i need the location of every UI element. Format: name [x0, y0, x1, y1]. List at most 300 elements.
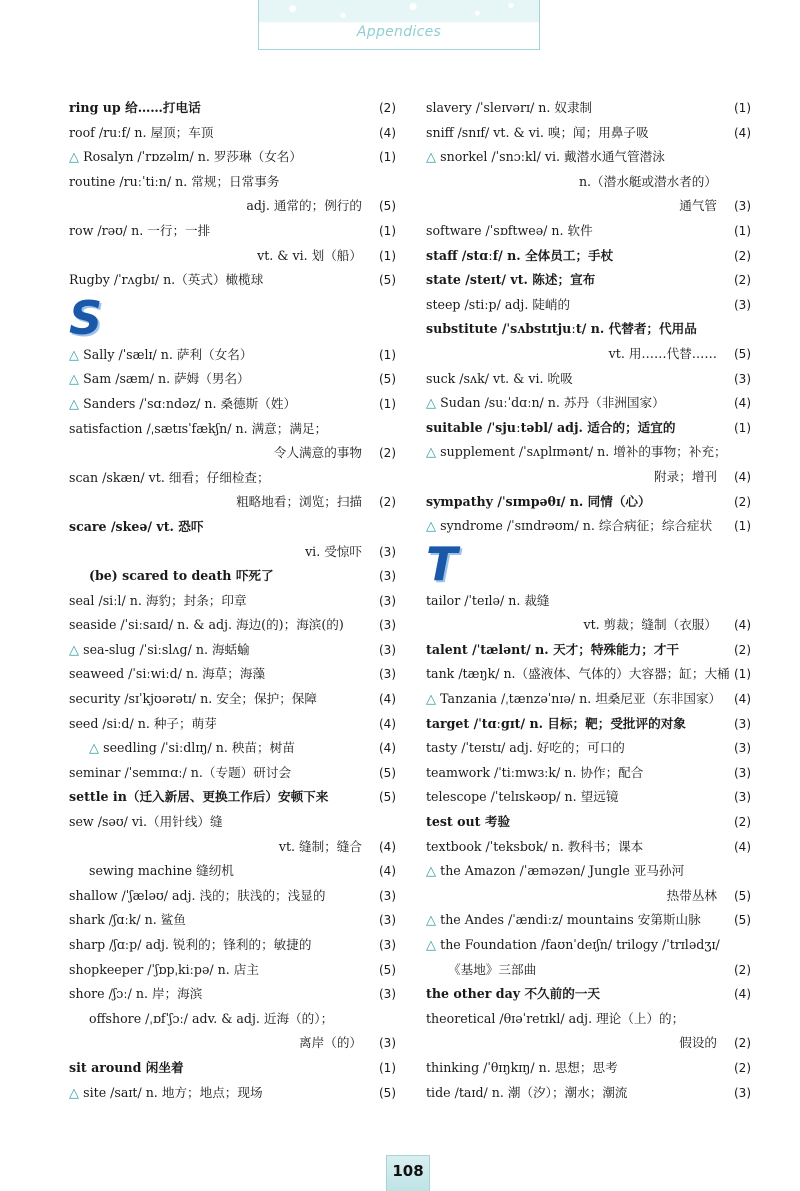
- entry-label: the Foundation /faʊnˈdeɪʃn/ trilogy /ˈtrɪlədʒɪ/: [440, 937, 720, 952]
- entry-label: state /steɪt/ vt. 陈述；宣布: [426, 272, 596, 288]
- glossary-entry: [69, 638, 396, 663]
- entry-label: seaside /ˈsiːsaɪd/ n. & adj. 海边(的)；海滨(的): [69, 617, 344, 633]
- entry-text: [426, 317, 697, 342]
- entry-label: sympathy /ˈsɪmpəθɪ/ n. 同情（心）: [426, 493, 651, 509]
- glossary-entry: [426, 170, 751, 195]
- unit-number: (4): [379, 125, 396, 140]
- entry-text: [246, 194, 362, 219]
- entry-text: [69, 1081, 263, 1107]
- unit-number: (5): [379, 273, 396, 288]
- entry-text: [426, 96, 592, 121]
- unit-number: (1): [379, 396, 396, 411]
- unit-number: (3): [379, 888, 396, 903]
- entry-text: [426, 1007, 684, 1032]
- entry-text: [69, 417, 327, 442]
- unit-number: (2): [734, 1060, 751, 1075]
- glossary-entry: [426, 933, 751, 958]
- glossary-entry: [69, 785, 396, 810]
- entry-label: 附录；增刊: [654, 468, 717, 484]
- unit-number: (3): [734, 741, 751, 756]
- unit-number: (5): [379, 1085, 396, 1100]
- unit-number: (5): [379, 790, 396, 805]
- glossary-entry: [426, 391, 751, 416]
- entry-text: [583, 613, 717, 638]
- unit-number: (1): [379, 223, 396, 238]
- entry-label: seaweed /ˈsiːwiːd/ n. 海草；海藻: [69, 666, 266, 682]
- entry-label: sharp /ʃɑːp/ adj. 锐利的；锋利的；敏捷的: [69, 937, 312, 952]
- glossary-entry: [69, 687, 396, 712]
- entry-label: tasty /ˈteɪstɪ/ adj. 好吃的；可口的: [426, 740, 625, 756]
- glossary-entry: [69, 121, 396, 146]
- entry-label: Sam /sæm/ n. 萨姆（男名）: [83, 371, 250, 387]
- entry-label: teamwork /ˈtiːmwɜːk/ n. 协作；配合: [426, 764, 644, 780]
- entry-label: 假设的: [679, 1035, 717, 1051]
- glossary-entry: [426, 1081, 751, 1106]
- section-letter: S: [69, 290, 103, 345]
- entry-text: [426, 859, 684, 885]
- unit-number: (2): [734, 962, 751, 977]
- entry-text: [69, 982, 202, 1007]
- glossary-entry: [426, 145, 751, 170]
- entry-label: vt. 缝制；缝合: [278, 838, 362, 854]
- unit-number: (4): [379, 692, 396, 707]
- glossary-entry: [69, 417, 396, 442]
- unit-number: (3): [379, 618, 396, 633]
- glossary-entry: [426, 835, 751, 860]
- entry-text: [69, 170, 279, 195]
- glossary-entry: [426, 589, 751, 614]
- glossary-entry: [69, 392, 396, 417]
- entry-text: [69, 121, 213, 146]
- entry-text: [426, 687, 721, 713]
- entry-text: [426, 121, 649, 146]
- entry-label: syndrome /ˈsɪndrəʊm/ n. 综合病征；综合症状: [440, 518, 713, 534]
- unit-number: (2): [379, 446, 396, 461]
- unit-number: (2): [734, 273, 751, 288]
- unit-number: (4): [734, 987, 751, 1002]
- entry-label: (be) scared to death 吓死了: [89, 568, 274, 584]
- entry-label: substitute /ˈsʌbstɪtjuːt/ n. 代替者；代用品: [426, 321, 697, 337]
- entry-text: [69, 810, 223, 835]
- entry-label: satisfaction /ˌsætɪsˈfækʃn/ n. 满意；满足；: [69, 420, 328, 436]
- entry-text: [426, 268, 595, 293]
- glossary-entry: [69, 515, 396, 540]
- entry-text: [69, 859, 234, 884]
- unit-number: (1): [734, 519, 751, 534]
- entry-text: [69, 908, 186, 933]
- entry-text: [426, 145, 665, 171]
- entry-text: [426, 638, 679, 663]
- triangle-icon: △: [426, 864, 441, 880]
- page-number: 108: [386, 1155, 430, 1191]
- unit-number: (5): [379, 765, 396, 780]
- glossary-entry: [426, 244, 751, 269]
- entry-text: [69, 1007, 333, 1032]
- entry-label: vt. & vi. 划（船）: [257, 247, 362, 263]
- entry-label: telescope /ˈtelɪskəʊp/ n. 望远镜: [426, 789, 619, 805]
- entry-text: [69, 638, 250, 664]
- triangle-icon: △: [426, 150, 441, 166]
- entry-label: software /ˈsɒftweə/ n. 软件: [426, 222, 593, 238]
- entry-text: [667, 884, 717, 909]
- entry-label: staff /stɑːf/ n. 全体员工；手杖: [426, 247, 614, 263]
- entry-text: [274, 441, 362, 466]
- glossary-entry: [426, 342, 751, 367]
- glossary-entry: [426, 638, 751, 663]
- unit-number: (1): [734, 101, 751, 115]
- unit-number: (3): [734, 199, 751, 214]
- glossary-entry: [426, 884, 751, 909]
- unit-number: (2): [734, 494, 751, 509]
- glossary-entry: [69, 441, 396, 466]
- entry-label: talent /ˈtælənt/ n. 天才；特殊能力；才干: [426, 641, 680, 657]
- entry-label: adj. 通常的；例行的: [246, 198, 362, 214]
- glossary-entry: [69, 958, 396, 983]
- section-title: Appendices: [356, 24, 442, 40]
- left-column: [69, 96, 396, 1105]
- entry-text: [426, 761, 643, 786]
- entry-text: [579, 170, 717, 195]
- entry-text: [69, 785, 328, 810]
- glossary-entry: [426, 810, 751, 835]
- section-header-tab: [258, 0, 540, 50]
- unit-number: (3): [734, 716, 751, 731]
- glossary-entry: [69, 564, 396, 589]
- entry-label: 离岸（的）: [299, 1035, 362, 1051]
- entry-text: [679, 1031, 717, 1056]
- entry-label: shopkeeper /ˈʃɒpˌkiːpə/ n. 店主: [69, 961, 259, 977]
- entry-label: tank /tæŋk/ n.（盛液体、气体的）大容器；缸；大桶: [426, 666, 730, 682]
- entry-text: [69, 933, 311, 958]
- unit-number: (3): [379, 987, 396, 1002]
- entry-text: [69, 736, 295, 762]
- entry-label: target /ˈtɑːgɪt/ n. 目标；靶；受批评的对象: [426, 715, 686, 731]
- unit-number: (3): [379, 593, 396, 608]
- entry-text: [279, 835, 362, 860]
- entry-label: 热带丛林: [666, 887, 717, 903]
- entry-label: ring up 给……打电话: [69, 100, 201, 115]
- entry-label: test out 考验: [426, 814, 511, 830]
- entry-text: [69, 367, 250, 393]
- entry-label: the other day 不久前的一天: [426, 986, 601, 1002]
- unit-number: (4): [734, 618, 751, 633]
- unit-number: (2): [734, 248, 751, 263]
- unit-number: (1): [379, 347, 396, 362]
- unit-number: (4): [379, 839, 396, 854]
- glossary-entry: [69, 343, 396, 368]
- triangle-icon: △: [69, 396, 84, 412]
- glossary-entry: [426, 761, 751, 786]
- glossary-entry: [426, 367, 751, 392]
- triangle-icon: △: [69, 150, 84, 166]
- glossary-entry: [426, 293, 751, 318]
- triangle-icon: △: [426, 445, 441, 461]
- entry-text: [69, 761, 291, 786]
- entry-label: slavery /ˈsleɪvərɪ/ n. 奴隶制: [426, 100, 593, 115]
- entry-text: [426, 736, 625, 761]
- entry-text: [426, 835, 643, 860]
- glossary-entry: [69, 908, 396, 933]
- glossary-entry: [426, 121, 751, 146]
- entry-label: textbook /ˈteksbʊk/ n. 教科书；课本: [426, 838, 644, 854]
- entry-label: 令人满意的事物: [273, 445, 362, 461]
- entry-label: 粗略地看；浏览；扫描: [236, 494, 362, 510]
- entry-text: [69, 343, 252, 369]
- triangle-icon: △: [426, 938, 441, 953]
- glossary-entry: [426, 440, 751, 465]
- glossary-entry: [426, 194, 751, 219]
- unit-number: (2): [734, 1036, 751, 1051]
- entry-text: [426, 367, 573, 392]
- entry-text: [426, 662, 730, 687]
- entry-label: Sudan /suːˈdɑːn/ n. 苏丹（非洲国家）: [440, 395, 665, 411]
- triangle-icon: △: [69, 642, 84, 658]
- unit-number: (3): [734, 765, 751, 780]
- triangle-icon: △: [69, 1085, 84, 1101]
- entry-text: [69, 515, 203, 540]
- entry-text: [69, 219, 210, 244]
- unit-number: (2): [734, 642, 751, 657]
- glossary-entry: [69, 194, 396, 219]
- entry-text: [426, 293, 570, 318]
- entry-label: sew /səʊ/ vi.（用针线）缝: [69, 814, 223, 830]
- unit-number: (5): [379, 372, 396, 387]
- entry-text: [426, 958, 536, 983]
- entry-text: [679, 194, 717, 219]
- unit-number: (3): [734, 790, 751, 805]
- glossary-entry: [69, 982, 396, 1007]
- unit-number: (1): [734, 667, 751, 682]
- entry-label: sniff /snɪf/ vt. & vi. 嗅；闻；用鼻子吸: [426, 124, 649, 140]
- entry-label: suitable /ˈsjuːtəbl/ adj. 适合的；适宜的: [426, 419, 676, 435]
- unit-number: (2): [379, 101, 396, 115]
- glossary-entry: [69, 712, 396, 737]
- entry-text: [69, 268, 263, 293]
- entry-label: thinking /ˈθɪŋkɪŋ/ n. 思想；思考: [426, 1059, 618, 1075]
- unit-number: (1): [379, 248, 396, 263]
- unit-number: (4): [734, 469, 751, 484]
- entry-label: 《基地》三部曲: [448, 961, 537, 977]
- entry-label: shore /ʃɔː/ n. 岸；海滨: [69, 986, 203, 1002]
- glossary-entry: [69, 589, 396, 614]
- entry-text: [299, 1031, 362, 1056]
- glossary-entry: [426, 465, 751, 490]
- unit-number: (4): [734, 125, 751, 140]
- unit-number: (1): [379, 1060, 396, 1075]
- glossary-entry: [69, 736, 396, 761]
- entry-label: shallow /ˈʃæləʊ/ adj. 浅的；肤浅的；浅显的: [69, 887, 326, 903]
- unit-number: (3): [734, 297, 751, 312]
- unit-number: (3): [379, 544, 396, 559]
- glossary-entry: [69, 810, 396, 835]
- glossary-entry: [69, 490, 396, 515]
- triangle-icon: △: [89, 741, 104, 757]
- entry-text: [69, 564, 274, 589]
- entry-label: 通气管: [679, 198, 717, 214]
- right-column: [426, 96, 751, 1105]
- entry-text: [426, 416, 675, 441]
- unit-number: (4): [379, 864, 396, 879]
- glossary-entry: [426, 687, 751, 712]
- glossary-entry: [69, 466, 396, 491]
- entry-text: [69, 712, 217, 737]
- entry-text: [305, 540, 362, 565]
- unit-number: (2): [734, 815, 751, 830]
- entry-label: the Andes /ˈændiːz/ mountains 安第斯山脉: [440, 912, 701, 928]
- unit-number: (5): [734, 346, 751, 361]
- entry-label: seal /siːl/ n. 海豹；封条；印章: [69, 592, 247, 608]
- glossary-entry: [426, 1031, 751, 1056]
- triangle-icon: △: [426, 913, 441, 929]
- unit-number: (1): [734, 420, 751, 435]
- glossary-entry: [426, 96, 751, 121]
- glossary-entry: [69, 268, 396, 293]
- glossary-entry: [69, 835, 396, 860]
- entry-text: [426, 219, 593, 244]
- glossary-entry: [69, 96, 396, 121]
- entry-text: [69, 613, 344, 638]
- glossary-entry: [69, 1081, 396, 1106]
- unit-number: (1): [379, 150, 396, 165]
- entry-text: [426, 933, 720, 959]
- entry-label: snorkel /ˈsnɔːkl/ vi. 戴潜水通气管潜泳: [440, 149, 665, 165]
- entry-label: vt. 剪裁；缝制（衣服）: [583, 617, 717, 633]
- entry-label: offshore /ˌɒfˈʃɔː/ adv. & adj. 近海（的）；: [89, 1010, 334, 1026]
- entry-label: row /rəʊ/ n. 一行；一排: [69, 222, 211, 238]
- unit-number: (4): [734, 839, 751, 854]
- glossary-entry: [426, 785, 751, 810]
- entry-text: [426, 391, 665, 417]
- unit-number: (5): [379, 199, 396, 214]
- glossary-entry: [69, 1007, 396, 1032]
- entry-text: [69, 466, 270, 491]
- glossary-entry: [69, 367, 396, 392]
- entry-label: n.（潜水艇或潜水者的）: [578, 173, 717, 189]
- entry-text: [426, 1081, 628, 1106]
- unit-number: (1): [734, 223, 751, 238]
- entry-label: sea-slug /ˈsiːslʌg/ n. 海蛞蝓: [83, 641, 250, 657]
- entry-label: seminar /ˈsemɪnɑː/ n.（专题）研讨会: [69, 764, 292, 780]
- unit-number: (3): [379, 667, 396, 682]
- glossary-entry: [69, 884, 396, 909]
- glossary-entry: [426, 613, 751, 638]
- glossary-entry: [426, 514, 751, 539]
- glossary-entry: [426, 219, 751, 244]
- glossary-entry: [426, 712, 751, 737]
- entry-text: [236, 490, 362, 515]
- entry-label: suck /sʌk/ vt. & vi. 吮吸: [426, 370, 573, 386]
- entry-label: Sally /ˈsælɪ/ n. 萨利（女名）: [83, 346, 253, 362]
- glossary-entry: [69, 859, 396, 884]
- glossary-entry: [69, 170, 396, 195]
- entry-text: [257, 244, 362, 269]
- entry-text: [69, 687, 317, 712]
- glossary-entry: [69, 145, 396, 170]
- glossary-entry: [426, 416, 751, 441]
- entry-label: vi. 受惊吓: [305, 543, 362, 559]
- unit-number: (3): [379, 913, 396, 928]
- entry-label: theoretical /θɪəˈretɪkl/ adj. 理论（上）的；: [426, 1010, 685, 1026]
- entry-label: tailor /ˈteɪlə/ n. 裁缝: [426, 592, 550, 608]
- unit-number: (3): [379, 1036, 396, 1051]
- unit-number: (3): [734, 1085, 751, 1100]
- glossary-entry: [426, 958, 751, 983]
- entry-text: [654, 465, 717, 490]
- entry-text: [426, 490, 651, 515]
- glossary-entry: [426, 1056, 751, 1081]
- glossary-entry: [69, 761, 396, 786]
- entry-label: the Amazon /ˈæməzən/ Jungle 亚马孙河: [440, 863, 685, 879]
- entry-label: Sanders /ˈsɑːndəz/ n. 桑德斯（姓）: [83, 395, 297, 411]
- unit-number: (4): [734, 692, 751, 707]
- entry-text: [426, 785, 618, 810]
- entry-text: [69, 392, 296, 418]
- glossary-entry: [426, 317, 751, 342]
- entry-text: [69, 589, 247, 614]
- entry-label: shark /ʃɑːk/ n. 鲨鱼: [69, 912, 186, 928]
- entry-label: Rugby /ˈrʌgbɪ/ n.（英式）橄榄球: [69, 272, 264, 288]
- entry-label: supplement /ˈsʌplɪmənt/ n. 增补的事物；补充；: [440, 444, 727, 460]
- entry-text: [426, 982, 600, 1007]
- entry-label: settle in（迁入新居、更换工作后）安顿下来: [69, 789, 329, 805]
- section-letter: T: [426, 536, 458, 591]
- unit-number: (3): [734, 371, 751, 386]
- glossary-entry: [426, 268, 751, 293]
- glossary-entry: [69, 540, 396, 565]
- entry-text: [426, 1056, 618, 1081]
- entry-label: scan /skæn/ vt. 细看；仔细检查；: [69, 469, 270, 485]
- entry-label: sit around 闲坐着: [69, 1059, 184, 1075]
- entry-text: [69, 1056, 184, 1081]
- unit-number: (3): [379, 569, 396, 584]
- glossary-entry: [426, 1007, 751, 1032]
- entry-text: [426, 244, 613, 269]
- unit-number: (4): [379, 741, 396, 756]
- glossary-entry: [69, 219, 396, 244]
- triangle-icon: △: [426, 519, 441, 535]
- glossary-entry: [426, 908, 751, 933]
- triangle-icon: △: [426, 396, 441, 412]
- glossary-entry: [426, 490, 751, 515]
- unit-number: (5): [379, 962, 396, 977]
- glossary-entry: [69, 1031, 396, 1056]
- entry-label: steep /stiːp/ adj. 陡峭的: [426, 296, 571, 312]
- entry-label: seed /siːd/ n. 种子；萌芽: [69, 715, 217, 731]
- entry-label: vt. 用……代替……: [608, 345, 717, 361]
- entry-label: tide /taɪd/ n. 潮（汐）；潮水；潮流: [426, 1084, 628, 1100]
- entry-text: [426, 440, 727, 466]
- triangle-icon: △: [69, 347, 84, 363]
- unit-number: (4): [734, 396, 751, 411]
- entry-text: [69, 662, 265, 687]
- entry-label: site /saɪt/ n. 地方；地点；现场: [83, 1084, 263, 1100]
- entry-text: [426, 810, 510, 835]
- entry-label: Rosalyn /ˈrɒzəlɪn/ n. 罗莎琳（女名）: [83, 149, 302, 165]
- entry-label: scare /skeə/ vt. 恐吓: [69, 518, 204, 534]
- entry-text: [69, 884, 325, 909]
- entry-label: security /sɪˈkjʊərətɪ/ n. 安全；保护；保障: [69, 691, 317, 707]
- glossary-entry: [69, 1056, 396, 1081]
- glossary-entry: [426, 982, 751, 1007]
- entry-text: [69, 96, 201, 121]
- entry-text: [609, 342, 717, 367]
- glossary-entry: [69, 933, 396, 958]
- entry-text: [426, 712, 686, 737]
- unit-number: (3): [379, 938, 396, 952]
- entry-text: [69, 958, 259, 983]
- header-decoration: [259, 0, 539, 22]
- glossary-entry: [69, 613, 396, 638]
